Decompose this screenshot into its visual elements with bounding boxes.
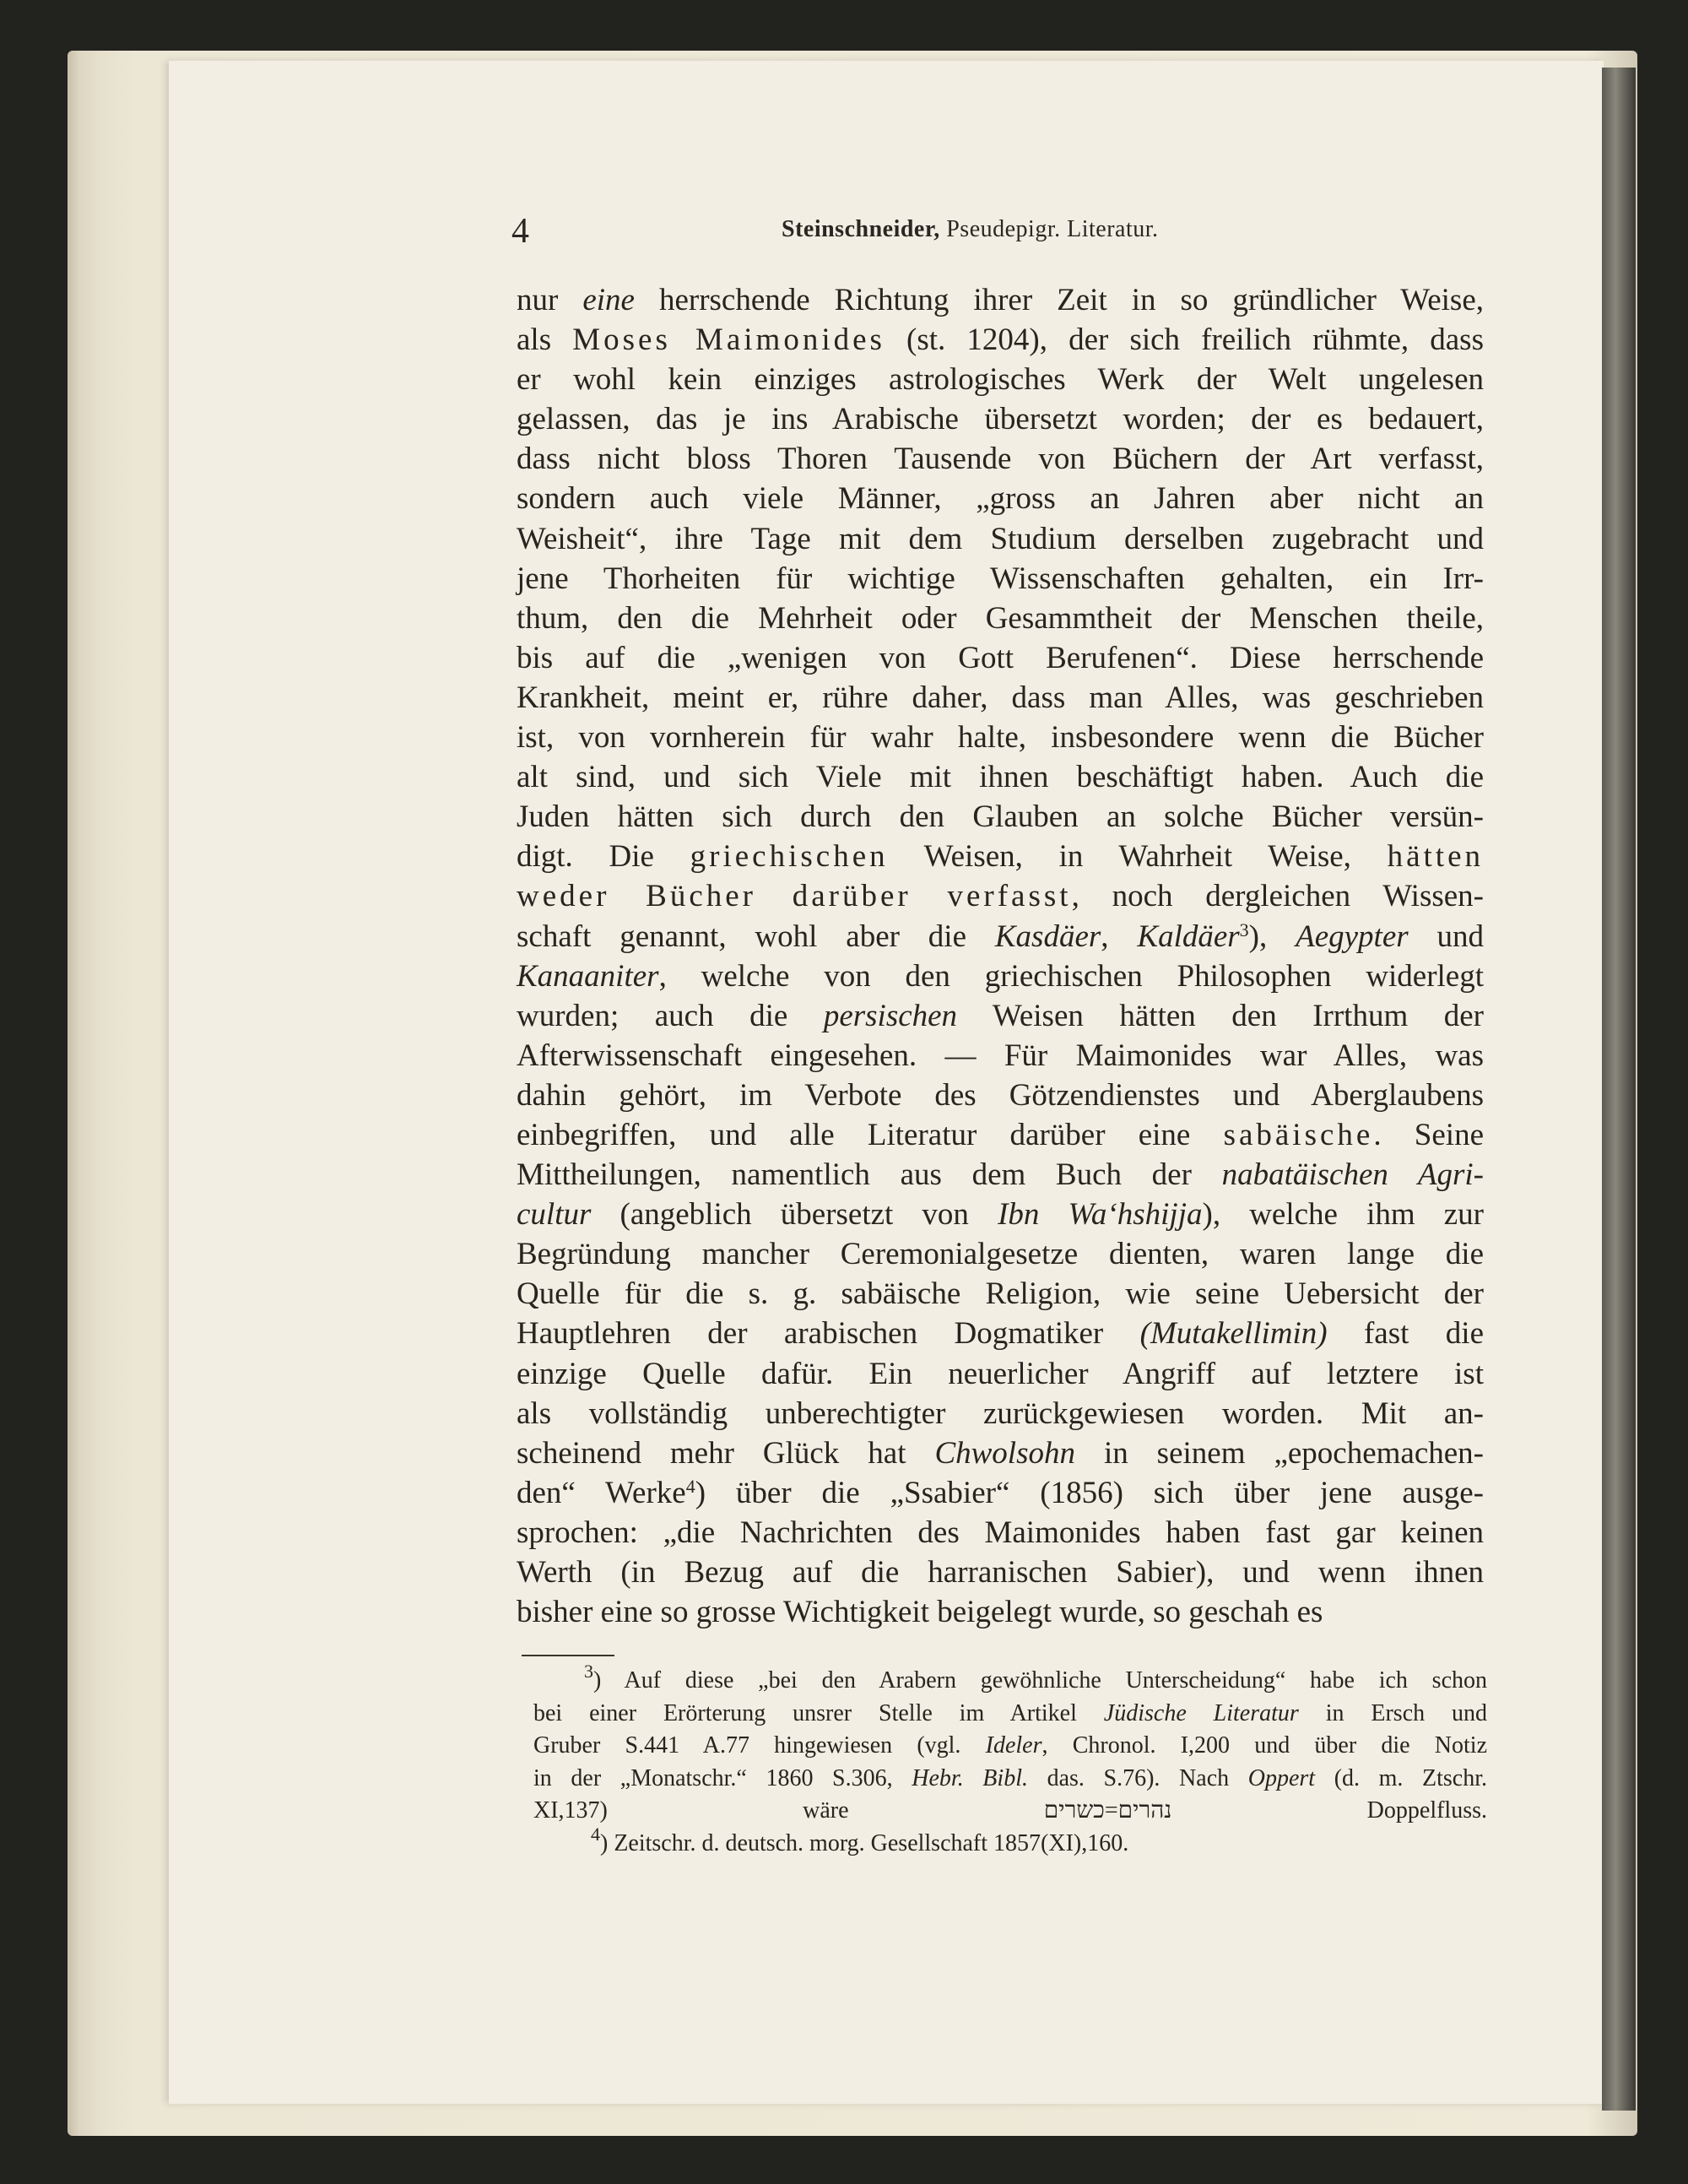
text-run: herrschende Richtung ihrer Zeit in so gründlicher Weise,: [634, 283, 1485, 317]
body-line: [517, 1234, 1484, 1274]
footnote-marker: 3: [584, 1661, 593, 1682]
text-run: ist, von vornherein für wahr halte, insbesondere wenn die Bücher: [517, 720, 1484, 756]
text-run: als vollständig unberechtigter zurückgewiesen worden. Mit an-: [517, 1395, 1484, 1431]
text-run: ) Auf diese „bei den Arabern gewöhnliche Unterscheidung“ habe ich schon: [593, 1667, 1487, 1694]
body-line: [517, 1473, 1484, 1513]
body-line: [517, 797, 1484, 837]
body-line: [517, 1115, 1484, 1155]
running-header: [511, 211, 1676, 262]
text-run: , welche von den griechischen Philosophen widerlegt: [658, 958, 1484, 994]
footnote-line: [533, 1763, 1487, 1796]
body-line: [517, 876, 1484, 916]
text-run: in Ersch und: [1298, 1699, 1488, 1726]
text-run: (angeblich übersetzt von: [591, 1197, 998, 1233]
body-line: [517, 1433, 1484, 1473]
text-run: Gruber S.441 A.77 hingewiesen (vgl.: [533, 1732, 986, 1759]
text-run: Weisheit“, ihre Tage mit dem Studium derselben zugebracht und: [517, 521, 1484, 556]
text-run: er wohl kein einziges astrologisches Werk der Welt ungelesen: [517, 362, 1484, 398]
text-run: dass nicht bloss Thoren Tausende von Büchern der Art verfasst,: [517, 442, 1484, 477]
text-run: nur: [517, 283, 583, 317]
text-run: bei einer Erörterung unsrer Stelle im Artikel: [533, 1699, 1104, 1726]
text-run: den“ Werke: [517, 1475, 686, 1510]
body-line: [517, 1314, 1484, 1353]
text-run: schaft genannt, wohl aber die: [517, 919, 995, 954]
text-run: fast die: [1327, 1316, 1485, 1352]
text-run: digt. Die: [517, 839, 690, 875]
footnotes: [533, 1661, 1488, 1860]
binding-edge: [1602, 68, 1636, 2111]
text-run: Krankheit, meint er, rühre daher, dass man Alles, was geschrieben: [517, 680, 1484, 715]
text-run: das. S.76). Nach: [1027, 1764, 1248, 1791]
text-run: Mittheilungen, namentlich aus dem Buch der: [517, 1157, 1222, 1193]
body-line: [517, 1155, 1484, 1195]
italic-run: cultur: [517, 1197, 592, 1233]
body-line: [517, 1553, 1484, 1592]
footnote-line: [533, 1730, 1487, 1763]
text-run: einbegriffen, und alle Literatur darüber eine: [517, 1117, 1224, 1152]
text-run: ) Zeitschr. d. deutsch. morg. Gesellschaft 1857(XI),160.: [600, 1829, 1129, 1856]
header-title: Pseudepigr. Literatur.: [946, 216, 1159, 242]
body-line: [517, 718, 1484, 757]
body-line: [517, 1274, 1484, 1314]
footnote-marker: 3: [1239, 919, 1249, 940]
text-run: Werth (in Bezug auf die harranischen Sabier), und wenn ihnen: [517, 1555, 1484, 1590]
text-run: bis auf die „wenigen von Gott Berufenen“. Diese herrschende: [517, 640, 1484, 675]
body-line: [517, 996, 1484, 1036]
footnote-line: [533, 1698, 1487, 1731]
italic-run: Chwolsohn: [934, 1435, 1075, 1471]
footnote-rule: [522, 1655, 614, 1656]
body-line: [517, 757, 1484, 797]
italic-run: Kaldäer: [1137, 919, 1240, 954]
text-run: wurden; auch die: [517, 998, 824, 1033]
italic-run: Hebr. Bibl.: [912, 1764, 1028, 1791]
body-line: [517, 1394, 1484, 1433]
body-line: [517, 360, 1484, 399]
body-line: [517, 399, 1484, 439]
spaced-run: hätten: [1387, 839, 1484, 875]
body-line: [517, 1354, 1484, 1394]
body-line: [517, 1592, 1484, 1632]
body-line: [517, 479, 1484, 518]
spaced-run: weder Bücher darüber verfasst: [517, 879, 1072, 914]
body-line: [517, 917, 1484, 957]
text-run: Quelle für die s. g. sabäische Religion, wie seine Uebersicht der: [517, 1276, 1484, 1312]
italic-run: Kanaaniter: [517, 958, 659, 994]
text-run: sondern auch viele Männer, „gross an Jahren aber nicht an: [517, 481, 1484, 517]
footnote-marker: 4: [591, 1823, 600, 1845]
body-line: [517, 638, 1484, 678]
italic-run: eine: [582, 283, 635, 317]
body-line: [517, 320, 1484, 360]
footnote-marker: 4: [685, 1475, 695, 1497]
body-line: [517, 957, 1484, 996]
body-line: [517, 599, 1484, 638]
text-run: . Seine: [1373, 1117, 1485, 1152]
spaced-run: Moses Maimonides: [572, 322, 885, 358]
text-run: in seinem „epochemachen-: [1074, 1435, 1485, 1471]
text-run: jene Thorheiten für wichtige Wissenschaften gehalten, ein Irr-: [517, 561, 1484, 596]
italic-run: persischen: [823, 998, 958, 1033]
body-line: [517, 1036, 1484, 1076]
spaced-run: sabäische: [1223, 1117, 1374, 1152]
italic-run: Aegypter: [1296, 919, 1409, 954]
footnote-line: [533, 1795, 1487, 1828]
text-run: ), welche ihm zur: [1202, 1197, 1484, 1233]
text-run: Weisen hätten den Irrthum der: [957, 998, 1484, 1033]
text-run: ,: [1101, 919, 1138, 954]
italic-run: Ibn Wa‘hshijja: [998, 1197, 1203, 1233]
italic-run: Ideler: [985, 1732, 1042, 1759]
body-line: [517, 1195, 1484, 1234]
text-run: gelassen, das je ins Arabische übersetzt worden; der es bedauert,: [517, 402, 1484, 437]
body-line: [517, 559, 1484, 599]
text-run: Juden hätten sich durch den Glauben an solche Bücher versün-: [517, 799, 1484, 835]
text-run: Hauptlehren der arabischen Dogmatiker: [517, 1316, 1140, 1352]
italic-run: Kasdäer: [994, 919, 1101, 954]
spaced-run: griechischen: [690, 839, 889, 875]
italic-run: (Mutakellimin): [1139, 1316, 1328, 1352]
text-run: (d. m. Ztschr.: [1315, 1764, 1488, 1791]
text-run: sprochen: „die Nachrichten des Maimonides haben fast gar keinen: [517, 1515, 1484, 1550]
text-run: XI,137) wäre נהרים=כשרים Doppelfluss.: [533, 1797, 1487, 1824]
body-line: [517, 280, 1484, 320]
text-run: ) über die „Ssabier“ (1856) sich über jene ausge-: [695, 1475, 1484, 1510]
body-line: [517, 1076, 1484, 1115]
text-run: scheinend mehr Glück hat: [517, 1435, 935, 1471]
text-run: als: [517, 322, 573, 358]
running-title: [782, 216, 1159, 243]
text-run: Afterwissenschaft eingesehen. — Für Maimonides war Alles, was: [517, 1038, 1484, 1073]
text-run: ),: [1248, 919, 1296, 954]
text-run: , Chronol. I,200 und über die Notiz: [1041, 1732, 1487, 1759]
text-run: , noch dergleichen Wissen-: [1071, 879, 1484, 914]
body-line: [517, 837, 1484, 876]
page-number: 4: [511, 212, 529, 251]
text-run: Weisen, in Wahrheit Weise,: [888, 839, 1388, 875]
text-run: alt sind, und sich Viele mit ihnen beschäftigt haben. Auch die: [517, 760, 1484, 795]
body-line: [517, 439, 1484, 479]
body-line: [517, 678, 1484, 718]
body-line: [517, 519, 1484, 559]
text-run: dahin gehört, im Verbote des Götzendienstes und Aberglaubens: [517, 1077, 1484, 1113]
text-run: bisher eine so grosse Wichtigkeit beigelegt wurde, so geschah es: [517, 1595, 1323, 1630]
text-run: einzige Quelle dafür. Ein neuerlicher Angriff auf letztere ist: [517, 1356, 1484, 1391]
header-author: Steinschneider,: [782, 216, 940, 242]
footnote-line: [533, 1823, 1487, 1861]
footnote-line: [533, 1661, 1487, 1698]
text-run: (st. 1204), der sich freilich rühmte, dass: [885, 322, 1484, 358]
italic-run: nabatäischen Agri-: [1221, 1157, 1484, 1193]
text-run: Begründung mancher Ceremonialgesetze dienten, waren lange die: [517, 1237, 1484, 1272]
italic-run: Oppert: [1247, 1764, 1316, 1791]
italic-run: Jüdische Literatur: [1103, 1699, 1299, 1726]
text-run: in der „Monatschr.“ 1860 S.306,: [533, 1764, 912, 1791]
text-run: und: [1408, 919, 1485, 954]
body-line: [517, 1513, 1484, 1553]
body-text: [517, 280, 1484, 1632]
text-run: thum, den die Mehrheit oder Gesammtheit der Menschen theile,: [517, 600, 1484, 636]
